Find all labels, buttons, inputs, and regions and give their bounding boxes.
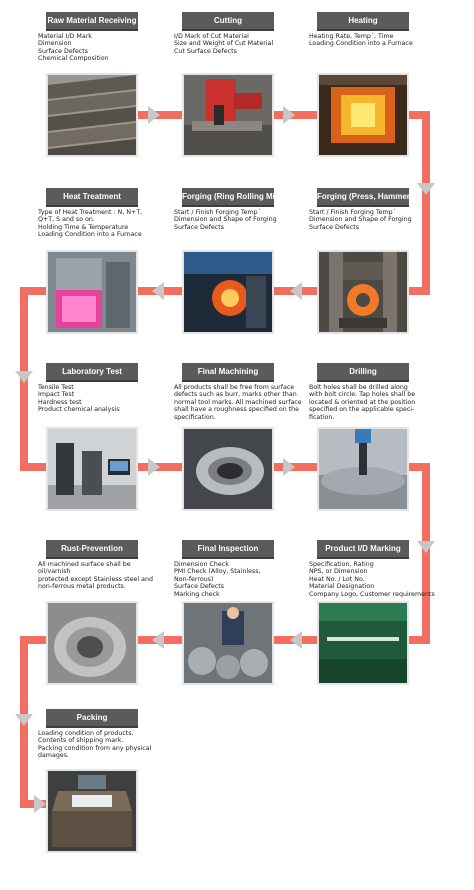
arrow-down-icon [15, 714, 33, 726]
arrow-right-icon [148, 106, 160, 124]
packing-photo [46, 769, 138, 853]
arrow-left-icon [290, 631, 302, 649]
step-details: Specification, Rating NPS, or Dimension Heat No. / Lot No. Material Designation Company Logo, Customer requirements [309, 561, 435, 598]
step-details: All products shall be free from surface defects such as burr, marks other than normal tool marks. All machined surface shall have a roughness specified on the specification. [174, 384, 302, 421]
step-details: Dimension Check PMI Check (Alloy, Stainless, Non-ferrous) Surface Defects Marking check [174, 561, 261, 598]
arrow-left-icon [290, 282, 302, 300]
step-details: Tensile Test Impact Test Hardness test Product chemical analysis [38, 384, 120, 414]
step-product-id-marking [309, 540, 435, 598]
step-heating [309, 12, 413, 48]
step-title: Packing [46, 709, 138, 728]
step-final-machining [174, 363, 302, 421]
arrow-down-icon [417, 183, 435, 195]
step-forging-ring-rolling-mill [174, 188, 282, 231]
step-heat-treatment [38, 188, 143, 239]
step-title: Drilling [317, 363, 409, 382]
step-details: Material I/D Mark Dimension Surface Defects Chemical Composition [38, 33, 109, 63]
step-forging-press-hammer [309, 188, 413, 231]
step-title: Cutting [182, 12, 274, 31]
step-title: Final Inspection [182, 540, 274, 559]
step-packing [38, 709, 152, 760]
step-title: Product I/D Marking [317, 540, 409, 559]
step-final-inspection [174, 540, 274, 598]
step-cutting [174, 12, 274, 55]
ring-rolling-photo [182, 250, 274, 334]
heating-photo [317, 73, 409, 157]
product-marking-photo [317, 601, 409, 685]
arrow-down-icon [417, 541, 435, 553]
step-details: Start / Finish Forging Temp´ Dimension and Shape of Forging Surface Defects [174, 209, 277, 231]
step-title: Forging (Press, Hammer) [317, 188, 409, 207]
final-machining-photo [182, 427, 274, 511]
step-details: Bolt holes shall be drilled along with bolt circle. Tap holes shall be located & oriented at the position specified on the applicable speci- fication. [309, 384, 416, 421]
step-title: Laboratory Test [46, 363, 138, 382]
arrow-right-icon [148, 458, 160, 476]
cutting-photo [182, 73, 274, 157]
step-title: Raw Material Receiving [46, 12, 138, 31]
step-title: Final Machining [182, 363, 274, 382]
step-title: Heat Treatment [46, 188, 138, 207]
flow-line-right-drop1 [422, 111, 430, 291]
laboratory-photo [46, 427, 138, 511]
step-details: I/D Mark of Cut Material Size and Weight of Cut Material Cut Surface Defects [174, 33, 274, 55]
heat-treatment-photo [46, 250, 138, 334]
rust-prevention-photo [46, 601, 138, 685]
step-drilling [309, 363, 416, 421]
step-raw-material-receiving [38, 12, 138, 63]
step-title: Forging (Ring Rolling Mill) [182, 188, 274, 207]
step-details: Start / Finish Forging Temp´ Dimension and Shape of Forging Surface Defects [309, 209, 412, 231]
arrow-right-icon [283, 106, 295, 124]
step-details: Loading condition of products. Contents of shipping mark. Packing condition from any physical damages. [38, 730, 152, 760]
drilling-photo [317, 427, 409, 511]
arrow-left-icon [152, 282, 164, 300]
arrow-down-icon [15, 371, 33, 383]
step-title: Rust-Prevention [46, 540, 138, 559]
step-title: Heating [317, 12, 409, 31]
step-rust-prevention [38, 540, 153, 591]
raw-material-photo [46, 73, 138, 157]
step-details: Type of Heat Treatment : N, N+T, Q+T, S and so on. Holding Time & Temperature Loading Condition into a Furnace [38, 209, 143, 239]
step-details: Heating Rate, Temp´, Time Loading Condition into a Furnace [309, 33, 413, 48]
step-details: All machined surface shall be oil/varnish protected except Stainless steel and non-ferrous metal products. [38, 561, 153, 591]
arrow-right-icon [283, 458, 295, 476]
step-laboratory-test [38, 363, 138, 414]
final-inspection-photo [182, 601, 274, 685]
press-hammer-photo [317, 250, 409, 334]
arrow-right-icon [34, 795, 46, 813]
arrow-left-icon [152, 631, 164, 649]
